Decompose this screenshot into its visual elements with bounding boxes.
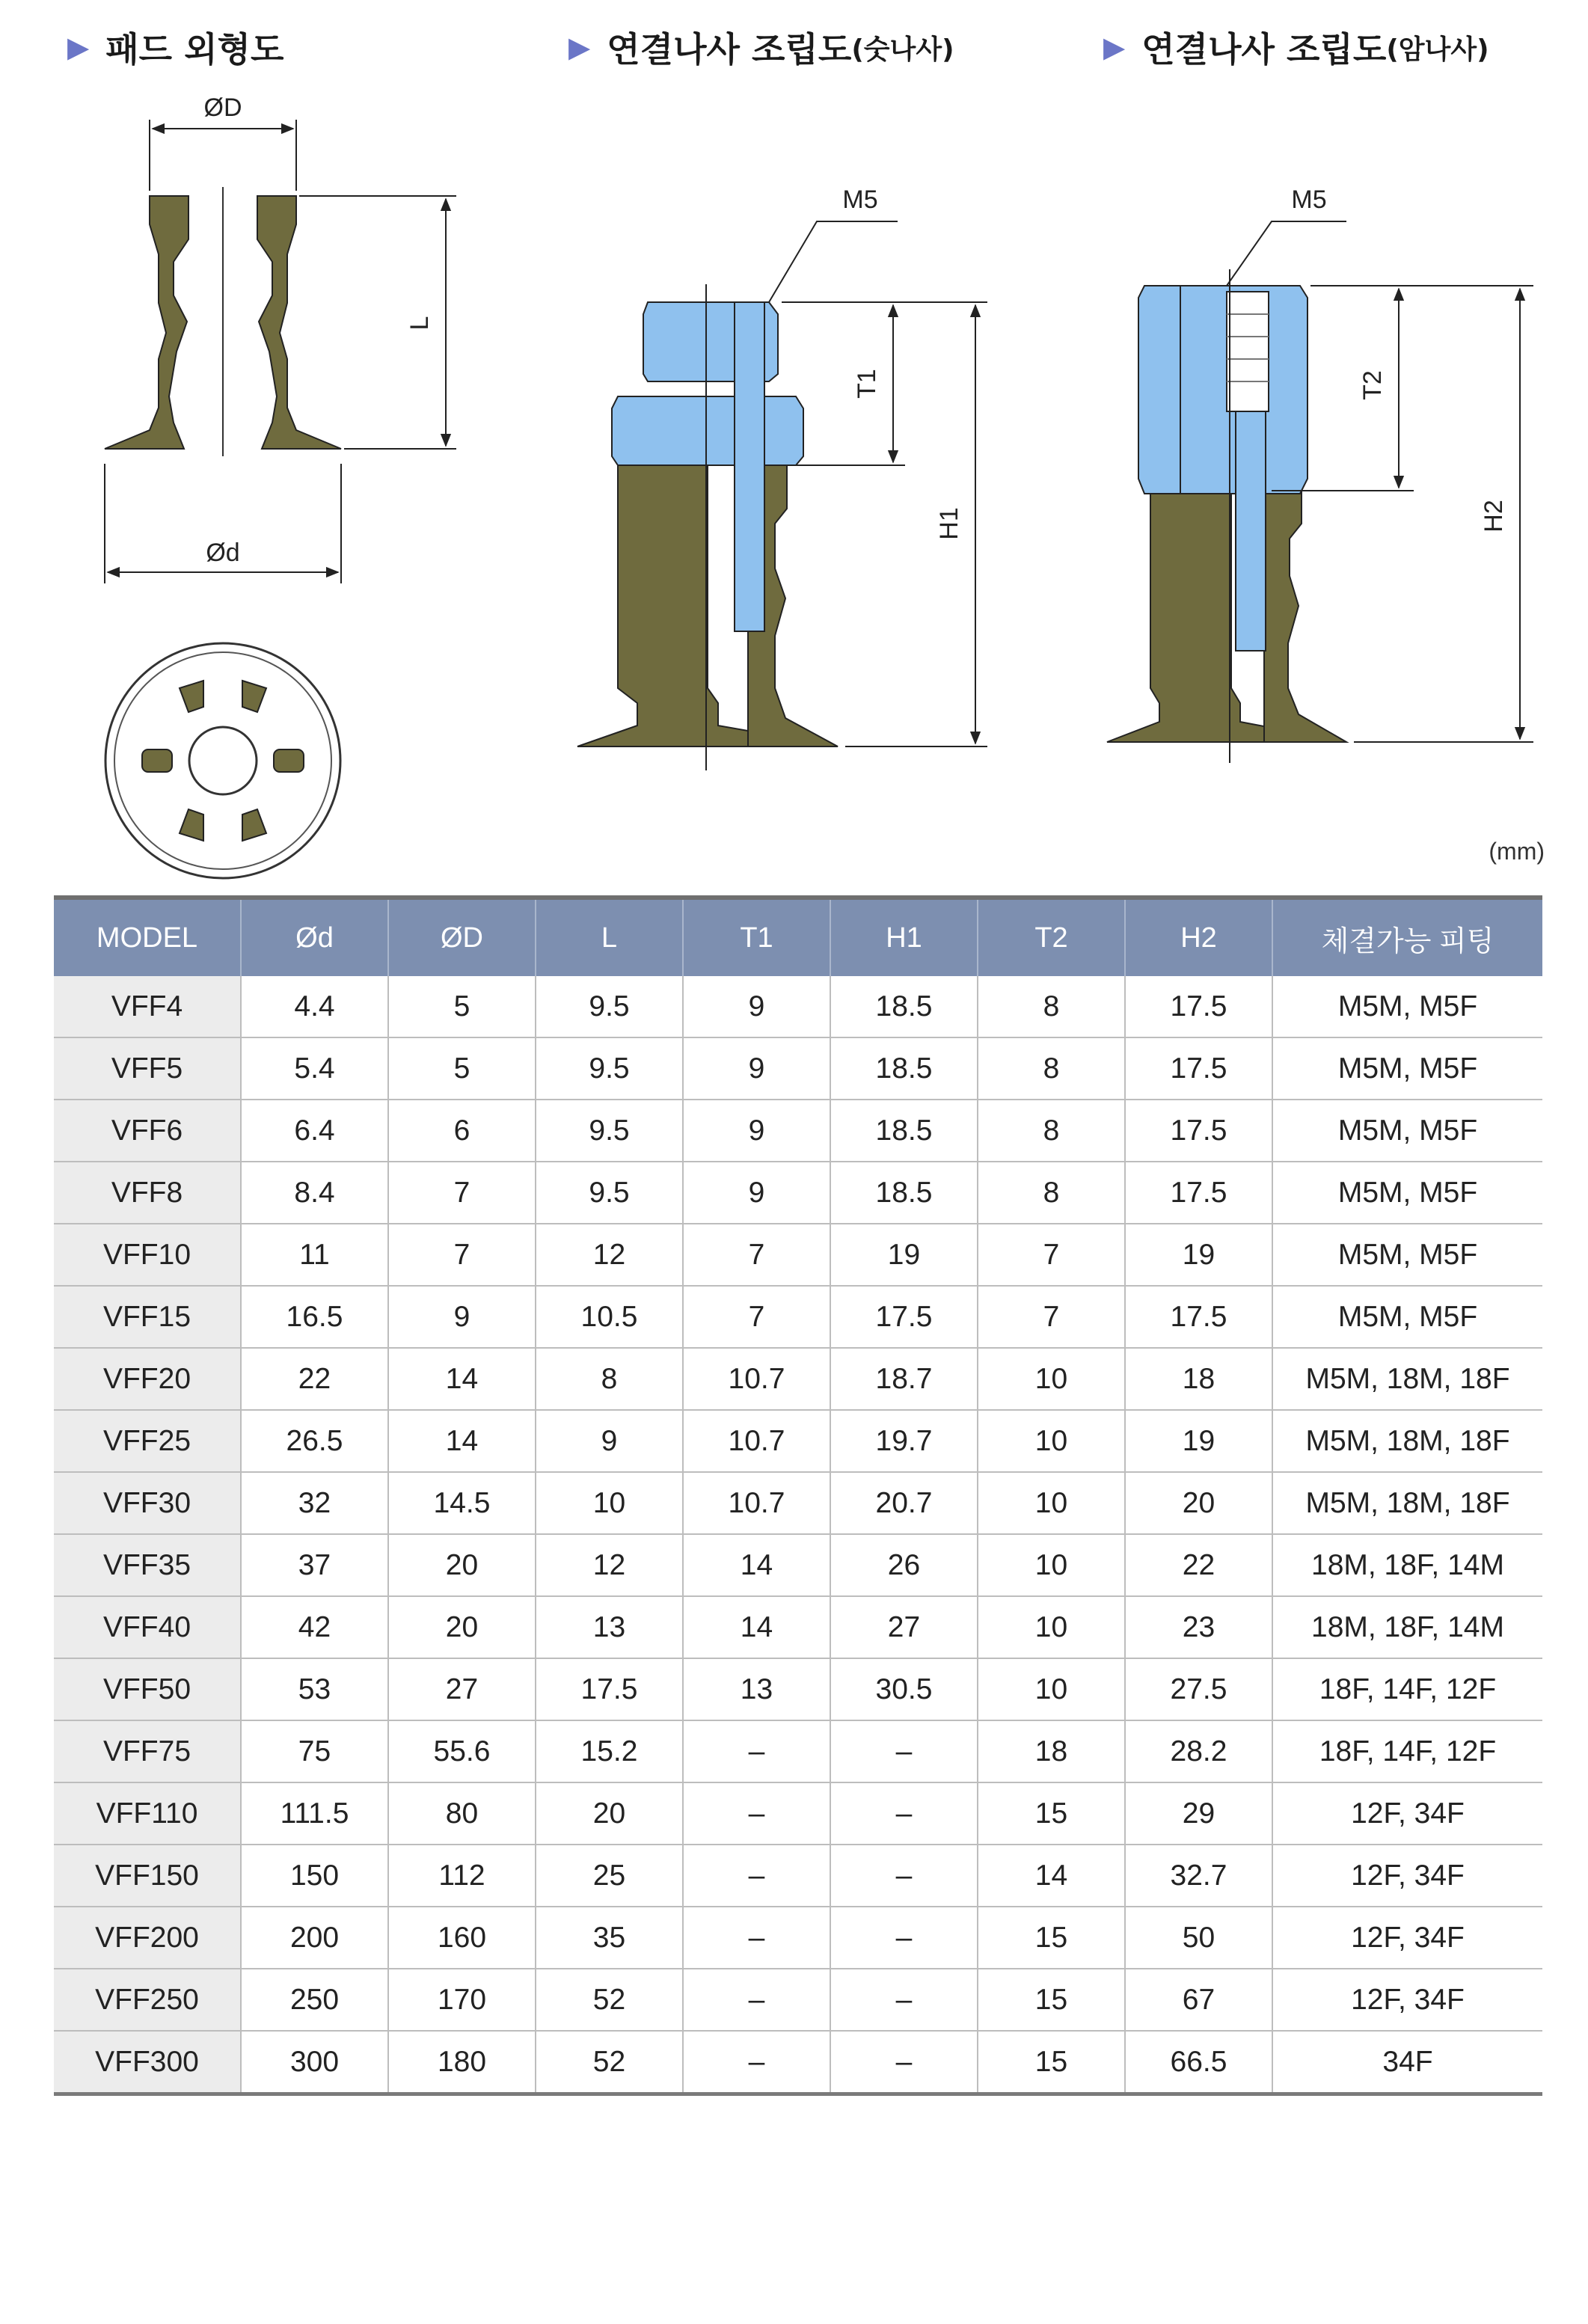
table-cell: 7	[978, 1286, 1125, 1348]
model-cell: VFF200	[54, 1907, 241, 1969]
table-cell: –	[683, 1845, 830, 1907]
table-cell: 22	[1125, 1534, 1272, 1596]
table-cell: M5M, M5F	[1272, 1037, 1542, 1100]
female-fitting-hex	[1138, 286, 1308, 494]
section-title-female-thread: ▶ 연결나사 조립도 (암나사)	[1103, 29, 1489, 70]
triangle-bullet-icon: ▶	[67, 31, 90, 64]
table-cell: 150	[241, 1845, 388, 1907]
table-cell: 18.5	[830, 976, 978, 1037]
table-cell: 18.5	[830, 1100, 978, 1162]
table-cell: 111.5	[241, 1782, 388, 1845]
table-cell: M5M, 18M, 18F	[1272, 1348, 1542, 1410]
table-cell: 112	[388, 1845, 536, 1907]
column-header: L	[536, 898, 683, 976]
table-cell: M5M, M5F	[1272, 1224, 1542, 1286]
table-cell: 22	[241, 1348, 388, 1410]
table-row	[54, 1224, 1542, 1286]
table-cell: 27.5	[1125, 1658, 1272, 1720]
table-cell: 15	[978, 1782, 1125, 1845]
model-cell: VFF40	[54, 1596, 241, 1658]
table-cell: 18	[978, 1720, 1125, 1782]
table-cell: 8.4	[241, 1162, 388, 1224]
table-cell: 14	[388, 1410, 536, 1472]
table-cell: 32	[241, 1472, 388, 1534]
female-thread-assembly-drawing	[1107, 186, 1533, 763]
table-cell: 30.5	[830, 1658, 978, 1720]
table-cell: 12F, 34F	[1272, 1907, 1542, 1969]
table-cell: 10.5	[536, 1286, 683, 1348]
table-cell: –	[830, 1782, 978, 1845]
column-header: T1	[683, 898, 830, 976]
model-cell: VFF35	[54, 1534, 241, 1596]
table-row	[54, 1720, 1542, 1782]
table-cell: 13	[536, 1596, 683, 1658]
table-cell: 37	[241, 1534, 388, 1596]
table-body	[54, 976, 1542, 2094]
table-cell: 16.5	[241, 1286, 388, 1348]
column-header: Ød	[241, 898, 388, 976]
dim-outer-d-label: ØD	[203, 93, 242, 122]
dim-m5-right-label: M5	[1291, 186, 1327, 214]
dim-t2-label: T2	[1358, 370, 1387, 400]
table-cell: 10	[978, 1410, 1125, 1472]
table-cell: –	[830, 1720, 978, 1782]
table-cell: 10.7	[683, 1348, 830, 1410]
table-cell: 53	[241, 1658, 388, 1720]
table-cell: 18M, 18F, 14M	[1272, 1596, 1542, 1658]
column-header: T2	[978, 898, 1125, 976]
table-cell: 9	[536, 1410, 683, 1472]
dim-t1-label: T1	[853, 369, 881, 399]
table-cell: 32.7	[1125, 1845, 1272, 1907]
table-cell: 28.2	[1125, 1720, 1272, 1782]
table-cell: 14.5	[388, 1472, 536, 1534]
triangle-bullet-icon: ▶	[1103, 31, 1126, 64]
pad-outline-drawing	[105, 93, 456, 583]
table-cell: 6.4	[241, 1100, 388, 1162]
table-row	[54, 1410, 1542, 1472]
model-cell: VFF75	[54, 1720, 241, 1782]
table-cell: 17.5	[1125, 1037, 1272, 1100]
column-header: MODEL	[54, 898, 241, 976]
table-row	[54, 976, 1542, 1037]
table-row	[54, 1845, 1542, 1907]
table-cell: 20.7	[830, 1472, 978, 1534]
table-cell: 10	[536, 1472, 683, 1534]
table-cell: 5.4	[241, 1037, 388, 1100]
table-row	[54, 1100, 1542, 1162]
model-cell: VFF30	[54, 1472, 241, 1534]
table-row	[54, 1472, 1542, 1534]
table-cell: 8	[978, 1100, 1125, 1162]
dim-m5-left-label: M5	[842, 186, 878, 214]
table-cell: 9	[388, 1286, 536, 1348]
table-cell: 9	[683, 1037, 830, 1100]
triangle-bullet-icon: ▶	[568, 31, 591, 64]
table-cell: 4.4	[241, 976, 388, 1037]
table-cell: 7	[388, 1162, 536, 1224]
table-cell: 14	[683, 1596, 830, 1658]
table-cell: 17.5	[1125, 1286, 1272, 1348]
table-cell: 9	[683, 1100, 830, 1162]
model-cell: VFF50	[54, 1658, 241, 1720]
table-cell: 80	[388, 1782, 536, 1845]
table-cell: 52	[536, 2031, 683, 2094]
section-title-pad-outline: ▶ 패드 외형도	[67, 29, 284, 70]
table-cell: 12F, 34F	[1272, 1782, 1542, 1845]
table-cell: 7	[978, 1224, 1125, 1286]
column-header: 체결가능 피팅	[1272, 898, 1542, 976]
table-cell: 23	[1125, 1596, 1272, 1658]
table-cell: 27	[388, 1658, 536, 1720]
table-row	[54, 1348, 1542, 1410]
table-cell: 18.5	[830, 1037, 978, 1100]
model-cell: VFF20	[54, 1348, 241, 1410]
table-cell: 25	[536, 1845, 683, 1907]
table-row	[54, 1969, 1542, 2031]
table-row	[54, 1782, 1542, 1845]
table-cell: 200	[241, 1907, 388, 1969]
table-cell: 12	[536, 1534, 683, 1596]
table-cell: 10.7	[683, 1472, 830, 1534]
table-cell: 20	[388, 1596, 536, 1658]
table-row	[54, 1534, 1542, 1596]
table-cell: M5M, M5F	[1272, 1162, 1542, 1224]
model-cell: VFF150	[54, 1845, 241, 1907]
column-header: H1	[830, 898, 978, 976]
table-cell: 29	[1125, 1782, 1272, 1845]
pad-wall-right	[257, 196, 341, 449]
table-cell: M5M, M5F	[1272, 1100, 1542, 1162]
table-cell: 10	[978, 1596, 1125, 1658]
table-cell: 19	[1125, 1224, 1272, 1286]
table-cell: 9	[683, 976, 830, 1037]
model-cell: VFF10	[54, 1224, 241, 1286]
table-cell: 9.5	[536, 1037, 683, 1100]
table-cell: 180	[388, 2031, 536, 2094]
table-cell: 170	[388, 1969, 536, 2031]
table-cell: 18.5	[830, 1162, 978, 1224]
table-cell: 18	[1125, 1348, 1272, 1410]
table-cell: M5M, M5F	[1272, 976, 1542, 1037]
model-cell: VFF5	[54, 1037, 241, 1100]
male-pad-body	[577, 464, 838, 746]
table-row	[54, 1037, 1542, 1100]
table-cell: 10	[978, 1658, 1125, 1720]
table-cell: 250	[241, 1969, 388, 2031]
table-cell: 15	[978, 2031, 1125, 2094]
table-cell: 7	[683, 1286, 830, 1348]
column-header: H2	[1125, 898, 1272, 976]
table-cell: 300	[241, 2031, 388, 2094]
table-header-row	[54, 898, 1542, 976]
table-cell: 10.7	[683, 1410, 830, 1472]
unit-label: (mm)	[1489, 838, 1545, 865]
table-cell: 7	[388, 1224, 536, 1286]
table-row	[54, 1907, 1542, 1969]
table-cell: 15.2	[536, 1720, 683, 1782]
table-cell: 8	[978, 1162, 1125, 1224]
table-row	[54, 1658, 1542, 1720]
table-cell: 15	[978, 1969, 1125, 2031]
table-cell: 19	[830, 1224, 978, 1286]
table-cell: 55.6	[388, 1720, 536, 1782]
table-cell: M5M, 18M, 18F	[1272, 1410, 1542, 1472]
table-cell: 52	[536, 1969, 683, 2031]
table-cell: –	[683, 1720, 830, 1782]
table-cell: 8	[978, 1037, 1125, 1100]
table-cell: 17.5	[1125, 1100, 1272, 1162]
table-cell: 5	[388, 1037, 536, 1100]
model-cell: VFF8	[54, 1162, 241, 1224]
table-cell: 12F, 34F	[1272, 1969, 1542, 2031]
model-cell: VFF250	[54, 1969, 241, 2031]
table-cell: 14	[978, 1845, 1125, 1907]
table-cell: 7	[683, 1224, 830, 1286]
table-cell: 17.5	[536, 1658, 683, 1720]
model-cell: VFF25	[54, 1410, 241, 1472]
table-cell: 17.5	[830, 1286, 978, 1348]
model-cell: VFF6	[54, 1100, 241, 1162]
table-cell: 9.5	[536, 976, 683, 1037]
female-pad-body	[1107, 491, 1346, 742]
table-cell: 67	[1125, 1969, 1272, 2031]
table-cell: –	[683, 1907, 830, 1969]
table-cell: 18.7	[830, 1348, 978, 1410]
table-cell: 20	[536, 1782, 683, 1845]
table-cell: 9.5	[536, 1100, 683, 1162]
male-thread-assembly-drawing	[577, 186, 987, 770]
table-cell: 9.5	[536, 1162, 683, 1224]
table-cell: 19	[1125, 1410, 1272, 1472]
dim-length-label: L	[405, 316, 434, 331]
table-cell: 13	[683, 1658, 830, 1720]
dim-h2-label: H2	[1480, 500, 1508, 533]
table-cell: 8	[978, 976, 1125, 1037]
table-cell: 10	[978, 1348, 1125, 1410]
table-cell: 26.5	[241, 1410, 388, 1472]
table-cell: 18M, 18F, 14M	[1272, 1534, 1542, 1596]
dim-h1-label: H1	[935, 507, 963, 540]
table-cell: –	[683, 2031, 830, 2094]
table-cell: 8	[536, 1348, 683, 1410]
male-fitting-hex	[612, 396, 803, 465]
table-cell: 160	[388, 1907, 536, 1969]
table-cell: 18F, 14F, 12F	[1272, 1658, 1542, 1720]
pad-bottom-view	[105, 643, 340, 878]
table-cell: 17.5	[1125, 976, 1272, 1037]
table-cell: 10	[978, 1472, 1125, 1534]
table-cell: M5M, M5F	[1272, 1286, 1542, 1348]
table-row	[54, 1286, 1542, 1348]
table-cell: 50	[1125, 1907, 1272, 1969]
table-cell: –	[830, 1845, 978, 1907]
model-cell: VFF110	[54, 1782, 241, 1845]
pad-wall-left	[105, 196, 188, 449]
table-cell: 17.5	[1125, 1162, 1272, 1224]
table-cell: 42	[241, 1596, 388, 1658]
dim-inner-d-label: Ød	[206, 539, 240, 567]
table-cell: 14	[683, 1534, 830, 1596]
table-cell: 26	[830, 1534, 978, 1596]
table-cell: –	[830, 1969, 978, 2031]
model-cell: VFF300	[54, 2031, 241, 2094]
table-cell: 6	[388, 1100, 536, 1162]
spec-table	[54, 895, 1542, 2096]
table-cell: 75	[241, 1720, 388, 1782]
model-cell: VFF4	[54, 976, 241, 1037]
table-cell: –	[683, 1782, 830, 1845]
table-cell: 20	[1125, 1472, 1272, 1534]
table-cell: 18F, 14F, 12F	[1272, 1720, 1542, 1782]
table-cell: 10	[978, 1534, 1125, 1596]
table-cell: 12	[536, 1224, 683, 1286]
table-row	[54, 1162, 1542, 1224]
table-cell: M5M, 18M, 18F	[1272, 1472, 1542, 1534]
table-cell: 14	[388, 1348, 536, 1410]
table-cell: –	[830, 2031, 978, 2094]
table-cell: 11	[241, 1224, 388, 1286]
table-cell: 66.5	[1125, 2031, 1272, 2094]
model-cell: VFF15	[54, 1286, 241, 1348]
table-cell: 20	[388, 1534, 536, 1596]
column-header: ØD	[388, 898, 536, 976]
table-row	[54, 2031, 1542, 2094]
table-cell: 34F	[1272, 2031, 1542, 2094]
table-cell: 12F, 34F	[1272, 1845, 1542, 1907]
table-cell: 5	[388, 976, 536, 1037]
section-title-male-thread: ▶ 연결나사 조립도 (숫나사)	[568, 29, 954, 70]
table-cell: 15	[978, 1907, 1125, 1969]
table-cell: 27	[830, 1596, 978, 1658]
table-cell: 19.7	[830, 1410, 978, 1472]
table-cell: –	[830, 1907, 978, 1969]
table-cell: 35	[536, 1907, 683, 1969]
table-cell: –	[683, 1969, 830, 2031]
table-cell: 9	[683, 1162, 830, 1224]
table-row	[54, 1596, 1542, 1658]
technical-drawings	[0, 0, 1588, 890]
